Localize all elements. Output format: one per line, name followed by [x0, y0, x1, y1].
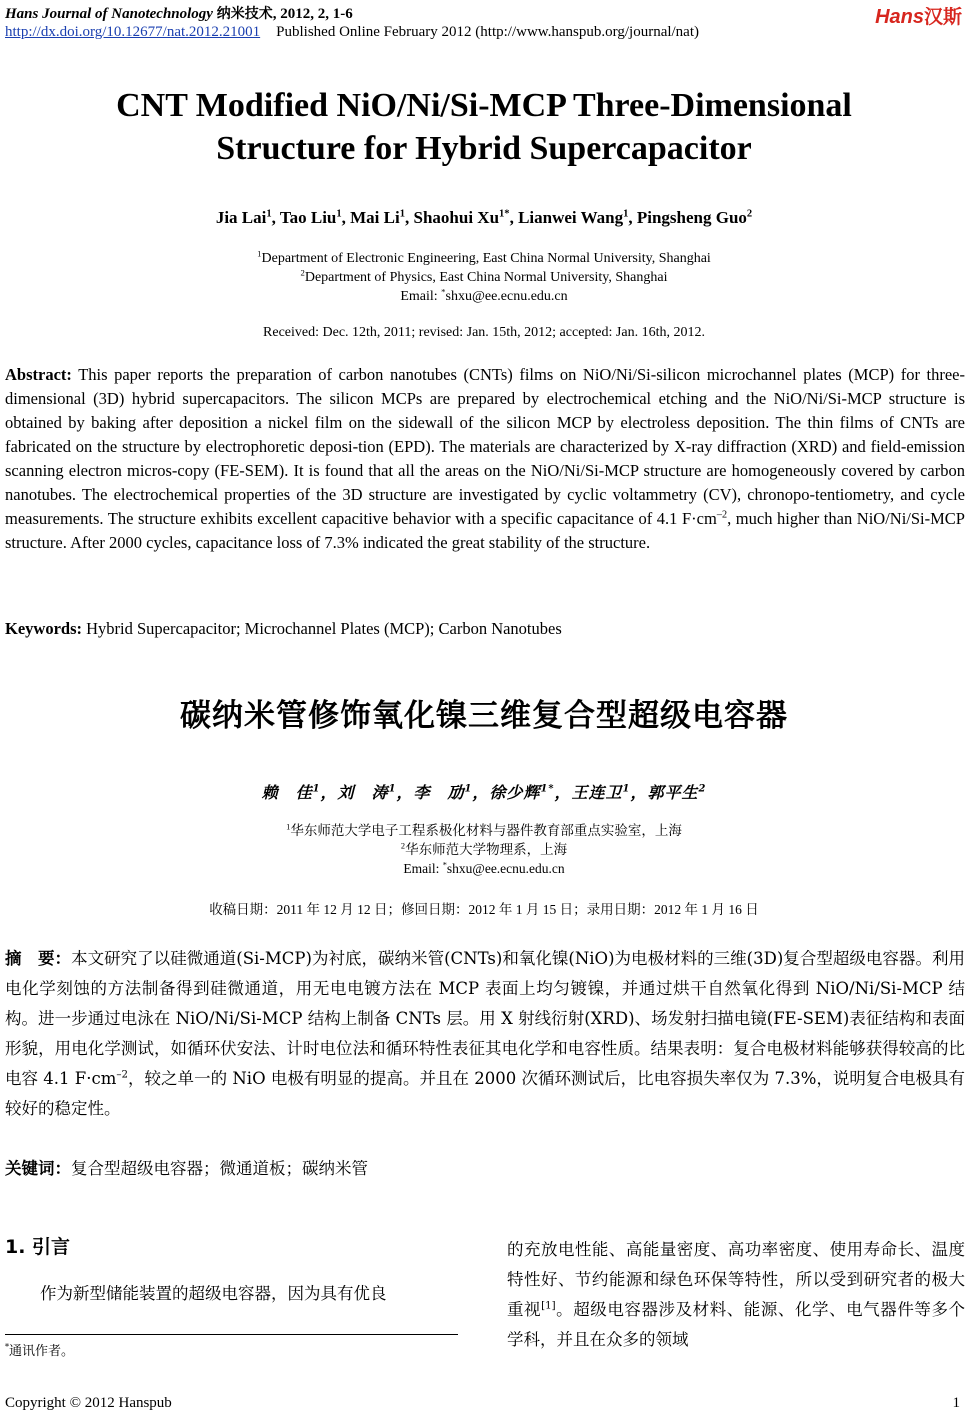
author: Mai Li$^1$, [350, 208, 414, 227]
doi-line [5, 24, 699, 41]
author-zh: 赖 佳$^1$， [261, 783, 338, 802]
affiliation-zh-1: $^1$华东师范大学电子工程系极化材料与器件教育部重点实验室，上海 [286, 822, 682, 838]
copyright-notice: Copyright © 2012 Hanspub [5, 1395, 172, 1411]
affiliation-1: $^1$Department of Electronic Engineering, East China Normal University, Shanghai [257, 248, 711, 266]
abstract: Abstract: This paper reports the preparation of carbon nanotubes (CNTs) films on NiO/Ni/Si-silicon microchannel plates (MCP) for three-dimensional (3D) hybrid supercapacitors. The silicon MCPs are prepared by electrochemical etching and the NiO/Ni/Si-MCP structure is obtained by baking after deposition a nickel film on the sidewall of the silicon MCP by electroless deposition. The thin films of CNTs are fabricated on the structure by electrophoretic deposi-tion (EPD). The materials are characterized by X-ray diffraction (XRD) and field-emission scanning electron micros-copy (FE-SEM). It is found that all the areas on the NiO/Ni/Si-MCP structure are homogeneously covered by carbon nanotubes. The electrochemical properties of the 3D structure are investigated by cyclic voltammetry (CV), chronopo-tentiometry, and cycle measurements. The structure exhibits excellent capacitive behavior with a specific capacitance of 4.1 $F\cdot cm^{-2}$, much higher than NiO/Ni/Si-MCP structure. After 2000 cycles, capacitance loss of 7.3% indicated the great stability of the structure. [5, 365, 965, 552]
paper-title-line-2: Structure for Hybrid Supercapacitor [216, 130, 752, 167]
author-zh: 郭平生$^2$ [647, 783, 707, 802]
received-dates-zh: 收稿日期：2011 年 12 月 12 日；修回日期：2012 年 1 月 15 日；录用日期：2012 年 1 月 16 日 [209, 902, 759, 917]
section-heading-intro: 1. 引言 [5, 1236, 71, 1258]
journal-header [5, 3, 353, 23]
contact-email-zh: Email: *shxu@ee.ecnu.edu.cn [403, 860, 565, 876]
journal-volume: , 2012, 2, 1-6 [272, 6, 353, 22]
abstract-zh-text: 本文研究了以硅微通道(Si-MCP)为衬底，碳纳米管(CNTs)和氧化镍(NiO)为电极材料的三维(3D)复合型超级电容器。利用电化学刻蚀的方法制备得到硅微通道，用无电电镀方法在 MCP 表面上均匀镀镍，并通过烘干自然氧化得到 NiO/Ni/Si-MCP 结构。进一步通过电泳在 NiO/Ni/Si-MCP 结构上制备 CNTs 层。用 X 射线衍射(XRD)、场发射扫描电镜(FE-SEM)表征结构和表面形貌，用电化学测试，如循环伏安法、计时电位法和循环特性表征其电化学和电容性质。结果表明：复合电极材料能够获得较高的比电容 4.1 F·cm [5, 949, 965, 1088]
page-number: 1 [952, 1395, 960, 1411]
author-zh: 徐少辉$^{1*}$， [489, 783, 572, 802]
footnote-divider [5, 1334, 458, 1335]
keywords-text: Hybrid Supercapacitor; Microchannel Plates (MCP); Carbon Nanotubes [82, 619, 562, 638]
journal-name-zh: 纳米技术 [216, 6, 273, 22]
abstract-text: This paper reports the preparation of carbon nanotubes (CNTs) films on NiO/Ni/Si-silicon microchannel plates (MCP) for three-dimensional (3D) hybrid supercapacitors. The silicon MCPs are prepared by electrochemical etching and the NiO/Ni/Si-MCP structure is obtained by baking after deposition a nickel film on the sidewall of the silicon MCP by electroless deposition. The thin films of CNTs are fabricated on the structure by electrophoretic deposi-tion (EPD). The materials are characterized by X-ray diffraction (XRD) and field-emission scanning electron micros-copy (FE-SEM). It is found that all the areas on the NiO/Ni/Si-MCP structure are homogeneously covered by carbon nanotubes. The electrochemical properties of the 3D structure are investigated by cyclic voltammetry (CV), chronopo-tentiometry, and cycle measurements. The structure exhibits excellent capacitive behavior with a specific capacitance of 4.1 F·cm [5, 365, 965, 528]
affiliation-zh-2: $^2$华东师范大学物理系，上海 [400, 841, 568, 857]
intro-paragraph-left: 作为新型储能装置的超级电容器，因为具有优良 [40, 1284, 387, 1303]
affiliations [0, 249, 968, 306]
paper-title [0, 84, 968, 170]
keywords-zh [5, 1155, 368, 1179]
logo-text-en: Hans [875, 6, 924, 28]
keywords-label: Keywords: [5, 619, 82, 638]
received-dates: Received: Dec. 12th, 2011; revised: Jan. 15th, 2012; accepted: Jan. 16th, 2012. [263, 325, 705, 340]
author-zh: 王连卫$^1$， [571, 783, 648, 802]
journal-name: Hans Journal of Nanotechnology [5, 6, 213, 22]
author: Shaohui $Xu^{1*}$, [413, 208, 519, 227]
keywords-zh-label: 关键词： [5, 1159, 71, 1178]
abstract-zh-text-end: ，较之单一的 NiO 电极有明显的提高。并且在 2000 次循环测试后，比电容损失率仅为 7.3%，说明复合电极具有较好的稳定性。 [5, 1069, 965, 1118]
published-online: Published Online February 2012 (http://www.hanspub.org/journal/nat) [276, 24, 700, 40]
citation-ref[interactable]: [1] [541, 1300, 556, 1312]
hans-logo [875, 2, 962, 29]
author: Pingsheng Guo$^2$ [636, 208, 753, 227]
contact-email: Email: *shxu@ee.ecnu.edu.cn [400, 286, 568, 304]
abstract-text-end: , much higher than NiO/Ni/Si-MCP structure. After 2000 cycles, capacitance loss of 7.3% indicated the great stability of the structure. [5, 509, 965, 552]
intro-paragraph-right: 的充放电性能、高能量密度、高功率密度、使用寿命长、温度特性好、节约能源和绿色环保等特性，所以受到研究者的极大重视[1]。超级电容器涉及材料、能源、化学、电气器件等多个学科，并且在众多的领域 [507, 1240, 966, 1349]
abstract-label: Abstract: [5, 365, 72, 384]
affiliations-zh [0, 821, 968, 878]
author-zh: 刘 涛$^1$， [337, 783, 414, 802]
doi-link[interactable]: http://dx.doi.org/10.12677/nat.2012.21001 [5, 24, 261, 40]
author-list [0, 208, 968, 228]
author: Tao Liu$^1$, [279, 208, 351, 227]
abstract-zh-label: 摘 要： [5, 949, 72, 968]
author: Lianwei Wang$^1$, [518, 208, 637, 227]
author-list-zh [0, 780, 968, 803]
keywords [5, 619, 562, 639]
author-zh: 李 劢$^1$， [413, 783, 490, 802]
abstract-zh: 摘 要：本文研究了以硅微通道(Si-MCP)为衬底，碳纳米管(CNTs)和氧化镍(NiO)为电极材料的三维(3D)复合型超级电容器。利用电化学刻蚀的方法制备得到硅微通道，用无电电镀方法在 MCP 表面上均匀镀镍，并通过烘干自然氧化得到 NiO/Ni/Si-MCP 结构。进一步通过电泳在 NiO/Ni/Si-MCP 结构上制备 CNTs 层。用 X 射线衍射(XRD)、场发射扫描电镜(FE-SEM)表征结构和表面形貌，用电化学测试，如循环伏安法、计时电位法和循环特性表征其电化学和电容性质。结果表明：复合电极材料能够获得较高的比电容 4.1 $F\cdot cm^{-2}$，较之单一的 NiO 电极有明显的提高。并且在 2000 次循环测试后，比电容损失率仅为 7.3%，说明复合电极具有较好的稳定性。 [5, 949, 965, 1118]
affiliation-2: $^2$Department of Physics, East China Normal University, Shanghai [300, 267, 668, 285]
author: Jia Lai$^1$, [215, 208, 280, 227]
paper-title-line-1: CNT Modified NiO/Ni/Si-MCP Three-Dimensional [116, 87, 852, 124]
footnote-corresponding: *通讯作者。 [5, 1342, 75, 1359]
paper-title-zh: 碳纳米管修饰氧化镍三维复合型超级电容器 [180, 698, 788, 734]
logo-text-zh: 汉斯 [923, 6, 962, 28]
keywords-zh-text: 复合型超级电容器；微通道板；碳纳米管 [71, 1159, 368, 1178]
